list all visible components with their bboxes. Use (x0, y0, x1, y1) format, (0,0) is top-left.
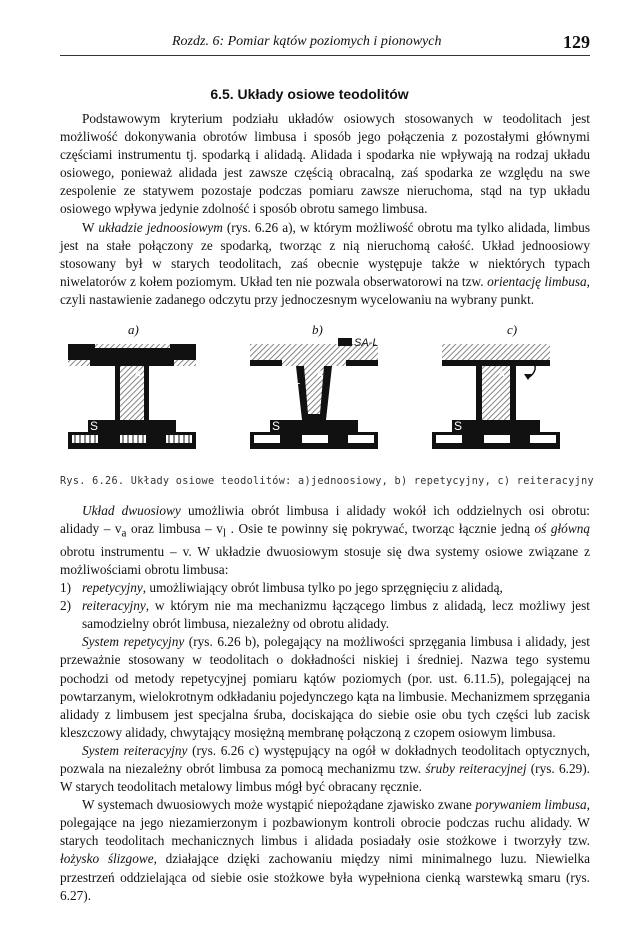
alidade-top-a (95, 344, 170, 348)
label-A-c: A (498, 369, 506, 381)
paragraph-6: W systemach dwuosiowych może wystąpić niepożądane zjawisko zwane porywaniem limbusa, polegające na jego niezamierzonym i pozbawionym kontroli obrocie podczas ruchu alidady. W starych teodolitach mechanicznych limbus i alidada posiadały osie stożkowe i tworzyły tzw. łożysko ślizgowe, działające dzięki zachowaniu między nimi minimalnego luzu. Niewielka przestrzeń oddzielająca od siebie osie stożkowe była wypełniona cienką warstewką smaru (rys. 6.27). (60, 797, 590, 903)
label-L-a: L (106, 381, 113, 393)
running-header (60, 34, 590, 58)
label-S-b: S (272, 419, 281, 433)
label-A-a: A (134, 369, 142, 381)
label-S-c: S (454, 419, 463, 433)
paragraph-4: System repetycyjny (rys. 6.26 b), polegający na możliwości sprzęgania limbusa i alidady, jest przeważnie stosowany w teodolitach o dokładności niskiej i średniej. Nazwa tego systemu pochodzi od metody repetycyjnej pomiaru kątów poziomych (por. ust. 6.11.5), polegającej na powtarzanym, wielokrotnym odkładaniu pojedynczego kąta na limbusie. Mechanizmem sprzęgania alidady z limbusem jest specjalna śruba, dociskająca do siebie osie obu tych części lub zacisk kleszczowy alidady, chwytający mosiężną membranę połączoną z czopem osiowym limbusa. (60, 634, 590, 740)
alidade-top-c (442, 344, 550, 360)
axis-systems-list (60, 579, 590, 633)
label-A-b: A (316, 369, 324, 381)
paragraph-1: Podstawowym kryterium podziału układów osiowych stosowanych w teodolitach jest możliwość dokonywania obrotów limbusa i sposób jego połączenia z pozostałymi głównymi częściami instrumentu tj. spodarką i alidadą. Alidada i spodarka nie wpływają na rodzaj układu osiowego, ponieważ alidada jest zawsze częścią obracalną, zaś spodarka ze względu na swe zespolenie ze statywem pozostaje podczas pomiaru zawsze nieruchoma, stąd na typ układu osiowego wpływa jedynie zdolność i sposób obrotu samego limbusa. (60, 111, 590, 217)
diagram-a-single-axis (68, 344, 196, 449)
running-title: Rozdz. 6: Pomiar kątów poziomych i pionowych (172, 34, 442, 49)
paragraph-3: Układ dwuosiowy umożliwia obrót limbusa i alidady wokół ich oddzielnych osi obrotu: alidady – $v_a$ oraz limbusa – $v_l$ . Osie te powinny się pokrywać, tworząc łącznie jedną oś główną obrotu instrumentu – v. W układzie dwuosiowym stosuje się dwa systemy osiowe związane z możliwościami obrotu limbusa: (60, 503, 590, 577)
paragraph-5: System reiteracyjny (rys. 6.26 c) występujący na ogół w dokładnych teodolitach optycznych, pozwala na niezależny obrót limbusa za pomocą mechanizmu tzw. śruby reiteracyjnej (rys. 6.29). W starych teodolitach metalowy limbus mógł być obracany ręcznie. (60, 742, 590, 795)
paragraph-2: W układzie jednoosiowym (rys. 6.26 a), w którym możliwość obrotu ma tylko alidada, limbus jest na stałe połączony ze spodarką, tworząc z nią nieruchomą całość. Układ jednoosiowy stosowany był w starych teodolitach, zaś obecnie występuje także w niektórych typach niwelatorów z kołem poziomym. Układ ten nie pozwala obserwatorowi na tzw. orientację limbusa, czyli nastawienie zadanego odczytu przy jednoczesnym wycelowaniu na wybrany punkt. (60, 219, 591, 307)
list-item: 1) repetycyjny, umożliwiający obrót limbusa tylko po jego sprzęgnięciu z alidadą, (60, 580, 503, 596)
diagram-b-repetition (250, 337, 378, 449)
figure-label-c: c) (507, 322, 518, 337)
label-S-a: S (90, 419, 99, 433)
paragraph-intro (60, 110, 590, 309)
diagram-c-reiteration (432, 344, 560, 449)
section-title: 6.5. Układy osiowe teodolitów (210, 86, 409, 102)
figure-6-26 (60, 330, 560, 470)
figure-label-a: a) (128, 322, 139, 337)
figure-caption: Rys. 6.26. Układy osiowe teodolitów: a)jednoosiowy, b) repetycyjny, c) reiteracyjny (60, 476, 594, 487)
clamp-screw-b (338, 338, 352, 346)
label-screw-b: SA-L (354, 337, 379, 349)
list-item: 2) reiteracyjny, w którym nie ma mechanizmu łączącego limbus z alidadą, lecz możliwy jest samodzielny obrót limbusa, niezależny od obrotu alidady. (60, 598, 590, 632)
figure-label-b: b) (312, 322, 323, 337)
axis-c-inner (482, 366, 510, 420)
paragraph-body (60, 502, 590, 905)
label-L-b: L (294, 375, 301, 387)
header-rule (60, 55, 590, 56)
page-number: 129 (563, 32, 590, 52)
